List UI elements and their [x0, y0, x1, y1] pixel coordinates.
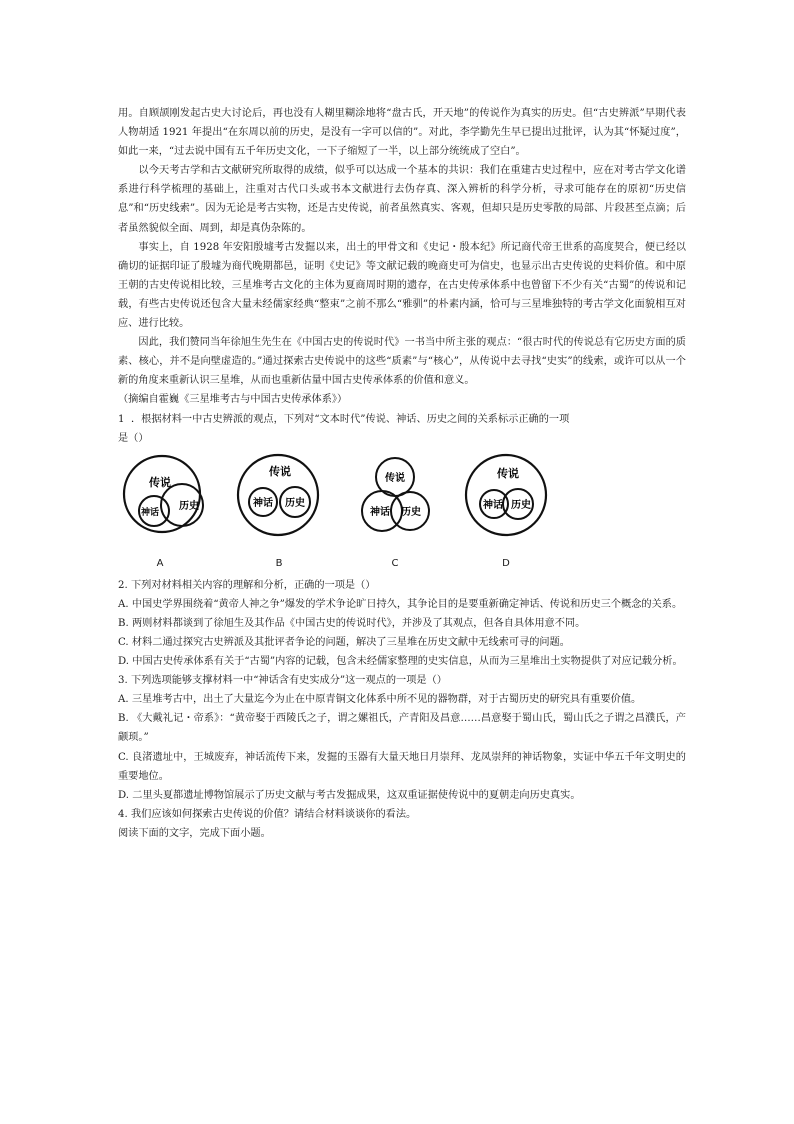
diagram-a-history-label: 历史	[179, 500, 199, 512]
question-1-number: 1	[118, 413, 125, 425]
diagram-d-venn	[456, 450, 566, 550]
question-1-text: ．根据材料一中古史辨派的观点，下列对“文本时代”传说、神话、历史之间的关系标示正确的一项	[130, 413, 570, 425]
diagram-b-venn	[236, 450, 346, 550]
question-2-option-b: B. 两则材料都谈到了徐旭生及其作品《中国古史的传说时代》，并涉及了其观点，但各自具体用意不同。	[118, 617, 586, 629]
source-citation: （摘编自霍巍《三星堆考古与中国古史传承体系》）	[118, 394, 348, 406]
diagram-b	[236, 450, 346, 576]
diagram-d-legend-label: 传说	[497, 466, 519, 480]
diagram-b-history-label: 历史	[285, 497, 305, 509]
diagram-a-venn	[120, 450, 230, 550]
reading-instruction: 阅读下面的文字，完成下面小题。	[118, 827, 271, 839]
question-2-option-d: D. 中国古史传承体系有关于“古蜀”内容的记载，包含未经儒家整理的史实信息，从而为三星堆出土实物提供了对应记载分析。	[118, 656, 683, 668]
question-3-option-c: C. 良渚遗址中，王城废弃，神话流传下来，发掘的玉器有大量天地日月崇拜、龙凤崇拜的神话物象，实证中华五千年文明史的重要地位。	[118, 751, 686, 782]
question-3-option-b: B. 《大戴礼记・帝系》：“黄帝娶于西陵氏之子，谓之嫘祖氏，产青阳及昌意……昌意娶于蜀山氏，蜀山氏之子谓之昌濮氏，产颛顼。”	[118, 713, 686, 744]
diagram-c	[350, 450, 460, 576]
diagram-b-legend-label: 传说	[269, 464, 291, 478]
diagram-c-history-label: 历史	[401, 506, 421, 518]
diagram-d-myth-label: 神话	[483, 499, 503, 511]
diagram-c-legend-label: 传说	[385, 472, 405, 484]
diagram-b-label: B	[275, 557, 283, 569]
diagram-c-venn	[350, 450, 460, 550]
diagram-a-legend-label: 传说	[149, 475, 171, 489]
diagram-a-label: A	[156, 557, 164, 569]
question-4-stem: 4. 我们应该如何探索古史传说的价值？请结合材料谈谈你的看法。	[118, 808, 417, 820]
question-3-option-a: A. 三星堆考古中，出土了大量迄今为止在中原青铜文化体系中所不见的器物群，对于古蜀历史的研究具有重要价值。	[118, 694, 642, 706]
question-2-option-a: A. 中国史学界围绕着“黄帝人神之争”爆发的学术争论旷日持久，其争论目的是要重新确定神话、传说和历史三个概念的关系。	[118, 598, 683, 610]
diagram-d	[456, 450, 566, 576]
question-1-tail: 是（）	[118, 432, 149, 444]
diagram-d-history-label: 历史	[511, 499, 531, 511]
question-1-stem	[118, 410, 686, 429]
question-2-option-c: C. 材料二通过探究古史辨派及其批评者争论的问题，解决了三星堆在历史文献中无线索可寻的问题。	[118, 636, 570, 648]
document-page	[118, 104, 686, 843]
paragraph-4: 因此，我们赞同当年徐旭生先生在《中国古史的传说时代》一书当中所主张的观点：“很古时代的传说总有它历史方面的质素、核心，并不是向壁虚造的。”通过探索古史传说中的这些“质素”与“核心”，从传说中去寻找“史实”的线索，或许可以从一个新的角度来重新认识三星堆，从而也重新估量中国古史传承体系的价值和意义。	[118, 337, 686, 387]
diagram-b-myth-label: 神话	[253, 497, 273, 509]
paragraph-2: 以今天考古学和古文献研究所取得的成绩，似乎可以达成一个基本的共识：我们在重建古史过程中，应在对考古学文化谱系进行科学梳理的基础上，注重对古代口头或书本文献进行去伪存真、深入辨析的科学分析，寻求可能存在的原初“历史信息”和“历史线索”。因为无论是考古实物，还是古史传说，前者虽然真实、客观，但却只是历史零散的局部、片段甚至点滴；后者虽然貌似全面、周到，却是真伪杂陈的。	[118, 165, 686, 234]
diagram-c-label: C	[391, 557, 399, 569]
paragraph-1: 用。自顾颉刚发起古史大讨论后，再也没有人糊里糊涂地将“盘古氏，开天地”的传说作为真实的历史。但“古史辨派”早期代表人物胡适 1921 年提出“在东周以前的历史，是没有一字可以信的”。对此，李学勤先生早已提出过批评，认为其“怀疑过度”，如此一来，“过去说中国有五千年历史文化，一下子缩短了一半，以上部分统统成了空白”。	[118, 108, 686, 158]
question-3-option-d: D. 二里头夏都遗址博物馆展示了历史文献与考古发掘成果，这双重证据使传说中的夏朝走向历史真实。	[118, 789, 581, 801]
venn-diagram-options	[118, 450, 686, 576]
question-2-stem: 2. 下列对材料相关内容的理解和分析，正确的一项是（）	[118, 579, 376, 591]
paragraph-3: 事实上，自 1928 年安阳殷墟考古发掘以来，出土的甲骨文和《史记・殷本纪》所记商代帝王世系的高度契合，便已经以确切的证据印证了殷墟为商代晚期都邑，证明《史记》等文献记载的晚商史可为信史，也显示出古史传说的史料价值。和中原王朝的古史传说相比较，三星堆考古文化的主体为夏商周时期的遗存，在古史传承体系中也曾留下不少有关“古蜀”的传说和记载，有些古史传说还包含大量未经儒家经典“整束”之前不那么“雅驯”的朴素内涵，恰可与三星堆独特的考古学文化面貌相互对应、进行比较。	[118, 241, 686, 330]
diagram-c-myth-label: 神话	[370, 506, 390, 518]
diagram-a	[120, 450, 230, 576]
diagram-a-myth-label: 神话	[140, 507, 160, 518]
diagram-d-label: D	[502, 557, 510, 569]
question-3-stem: 3. 下列选项能够支撑材料一中“神话含有史实成分”这一观点的一项是（）	[118, 675, 447, 687]
